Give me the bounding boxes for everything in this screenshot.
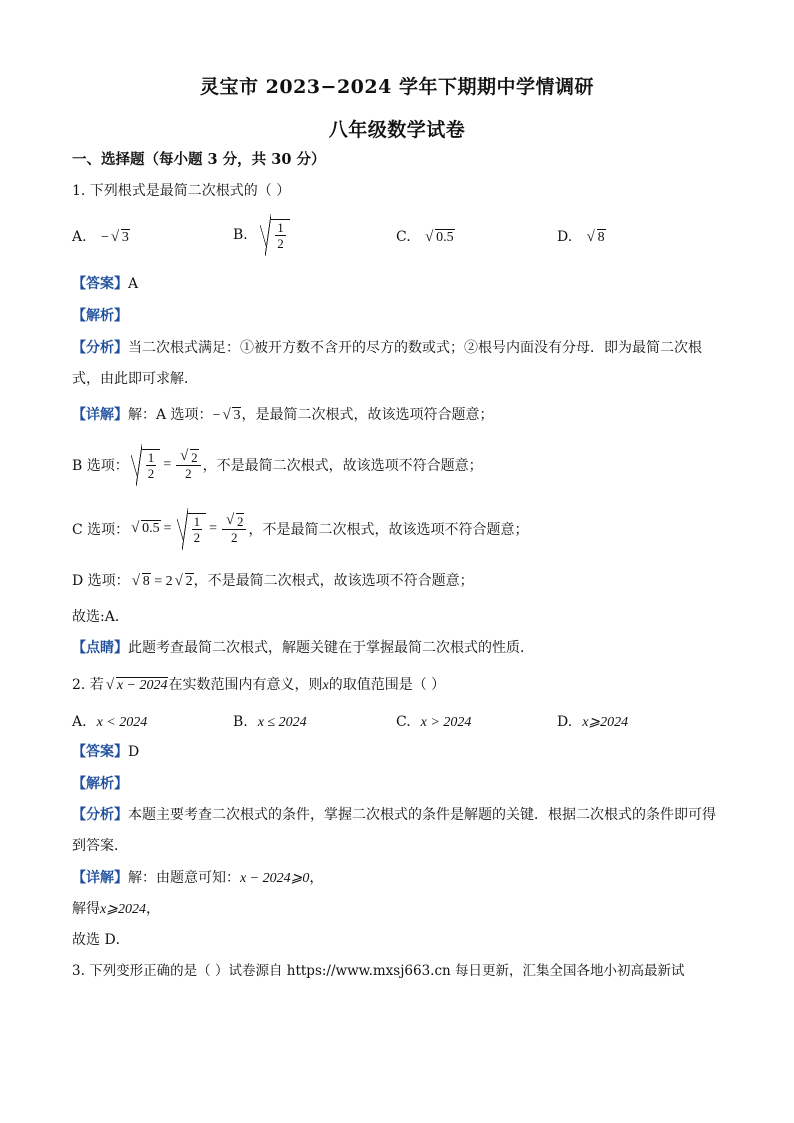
q1-option-c <box>396 227 455 248</box>
q2-option-d-text: x⩾2024 <box>582 715 629 730</box>
q1-choose: 故选:A． <box>72 609 129 625</box>
q2-option-a-label: A. <box>72 714 87 730</box>
fenxi-tag: 【分析】 <box>72 807 128 823</box>
q2-stem-pre: 2. 若 <box>72 677 104 693</box>
q2-detail-2-expr: x⩾2024 <box>100 902 146 917</box>
q1-detail-c-den2: 2 <box>230 529 238 545</box>
q1-stem: 1. 下列根式是最简二次根式的（ ） <box>72 183 291 199</box>
q1-detail-d-pre: D 选项： <box>72 573 130 589</box>
q1-detail-a <box>72 405 734 426</box>
q1-answer-value: A <box>128 276 139 292</box>
q2-option-c <box>396 712 471 733</box>
q2-answer <box>72 742 734 762</box>
q1-detail-a-post: ，是最简二次根式，故该选项符合题意； <box>241 407 494 423</box>
q2-fenxi-line1 <box>72 805 734 825</box>
answer-tag: 【答案】 <box>72 276 128 292</box>
q2-detail-2-post: ， <box>145 901 160 917</box>
q1-detail-a-pre: 解：A 选项： <box>128 407 213 423</box>
q2-option-c-text: x > 2024 <box>420 715 472 730</box>
q2-option-b <box>233 712 307 733</box>
q1-option-d-label: D. <box>557 229 573 245</box>
q3-stem: 3. 下列变形正确的是（ ）试卷源自 https://www.mxsj663.cn 每日更新，汇集全国各地小初高最新试 <box>72 963 685 979</box>
q2-fenxi-text1: 本题主要考查二次根式的条件，掌握二次根式的条件是解题的关键．根据二次根式的条件即可得 <box>128 807 716 823</box>
q1-detail-b-post: ，不是最简二次根式，故该选项不符合题意； <box>202 458 483 474</box>
q1-fenxi-line1 <box>72 338 734 358</box>
q1-detail-a-sign: − <box>212 408 221 423</box>
q1-detail-b-num2: 2 <box>191 449 198 465</box>
q1-comment <box>72 638 734 658</box>
q1-detail-d <box>72 571 734 592</box>
q2-detail-1 <box>72 868 734 889</box>
q1-option-d-radicand: 8 <box>597 230 605 245</box>
q1-detail-d-rad: 8 <box>142 574 150 589</box>
detail-tag: 【详解】 <box>72 870 128 886</box>
q1-detail-b-den: 2 <box>147 466 155 481</box>
q1-option-b <box>233 214 290 256</box>
q1-detail-c-post: ，不是最简二次根式，故该选项不符合题意； <box>248 522 529 538</box>
answer-tag: 【答案】 <box>72 744 128 760</box>
q2-stem <box>72 675 734 696</box>
q2-stem-end: 的取值范围是（ ） <box>328 677 446 693</box>
q1-option-a-sign: − <box>101 230 109 245</box>
q1-option-a-radicand: 3 <box>121 230 129 245</box>
detail-tag: 【详解】 <box>72 407 128 423</box>
q2-option-a-text: x < 2024 <box>96 715 148 730</box>
q1-detail-c-rad: 0.5 <box>142 521 160 536</box>
q1-fenxi-text1: 当二次根式满足：①被开方数不含开的尽方的数或式；②根号内面没有分母．即为最简二次根 <box>128 340 702 356</box>
q2-choose: 故选 D． <box>72 932 130 948</box>
q2-detail-1-expr: x − 2024⩾0 <box>240 871 310 886</box>
analysis-tag: 【解析】 <box>72 308 128 324</box>
doc-subtitle: 八年级数学试卷 <box>328 119 466 141</box>
q2-option-a <box>72 712 147 733</box>
q1-option-d <box>557 227 606 248</box>
q1-detail-c <box>72 506 528 552</box>
q2-stem-radicand: x − 2024 <box>116 678 168 693</box>
q2-answer-value: D <box>128 744 140 760</box>
comment-tag: 【点睛】 <box>72 640 128 656</box>
q1-detail-b-den2: 2 <box>185 465 192 481</box>
q1-detail-b-num: 1 <box>147 450 155 465</box>
q2-detail-1-post: ， <box>309 870 324 886</box>
q2-option-b-text: x ≤ 2024 <box>257 715 307 730</box>
q2-detail-2-pre: 解得 <box>72 901 100 917</box>
q1-analysis-heading <box>72 306 734 326</box>
q2-option-d-label: D. <box>557 714 573 730</box>
q1-answer <box>72 274 734 294</box>
q1-option-a <box>72 227 130 248</box>
q2-option-c-label: C. <box>396 714 411 730</box>
q2-analysis-heading <box>72 774 734 794</box>
analysis-tag: 【解析】 <box>72 776 128 792</box>
q1-detail-b-pre: B 选项： <box>72 458 129 474</box>
q1-detail-d-post: ，不是最简二次根式，故该选项不符合题意； <box>193 573 474 589</box>
q1-detail-c-eq2: = <box>209 521 217 536</box>
q1-option-b-denominator: 2 <box>277 236 284 251</box>
q1-detail-c-num2: 2 <box>236 513 244 529</box>
q1-option-c-radicand: 0.5 <box>436 230 454 245</box>
q1-detail-c-eq1: = <box>163 521 172 536</box>
q2-fenxi-line2: 到答案． <box>72 838 128 854</box>
q2-stem-post: 在实数范围内有意义，则 <box>168 677 323 693</box>
q1-detail-c-num: 1 <box>193 514 201 529</box>
q2-detail-1-pre: 解：由题意可知： <box>128 870 240 886</box>
q2-stem-x: x <box>322 678 329 693</box>
q1-detail-d-coef: 2 <box>165 574 173 589</box>
q1-detail-c-den: 2 <box>193 530 201 545</box>
doc-title: 灵宝市 2023−2024 学年下期期中学情调研 <box>200 76 594 98</box>
q1-detail-d-eq: = <box>154 574 163 589</box>
q1-option-b-numerator: 1 <box>277 220 284 235</box>
q1-detail-b-eq: = <box>163 457 172 472</box>
q2-option-b-label: B. <box>233 714 248 730</box>
fenxi-tag: 【分析】 <box>72 340 128 356</box>
q1-fenxi-line2: 式，由此即可求解． <box>72 371 198 387</box>
q1-detail-d-rad2: 2 <box>185 574 193 589</box>
q1-detail-b <box>72 442 483 488</box>
q2-detail-2 <box>72 899 734 920</box>
q2-option-d <box>557 712 628 733</box>
q1-option-a-label: A. <box>72 229 87 245</box>
section-heading: 一、选择题（每小题 3 分，共 30 分） <box>72 151 326 168</box>
q1-detail-c-pre: C 选项： <box>72 522 130 538</box>
q1-comment-text: 此题考查最简二次根式，解题关键在于掌握最简二次根式的性质． <box>128 640 534 656</box>
q1-option-b-label: B. <box>233 227 248 243</box>
q1-detail-a-radicand: 3 <box>233 408 241 423</box>
q1-option-c-label: C. <box>396 229 411 245</box>
